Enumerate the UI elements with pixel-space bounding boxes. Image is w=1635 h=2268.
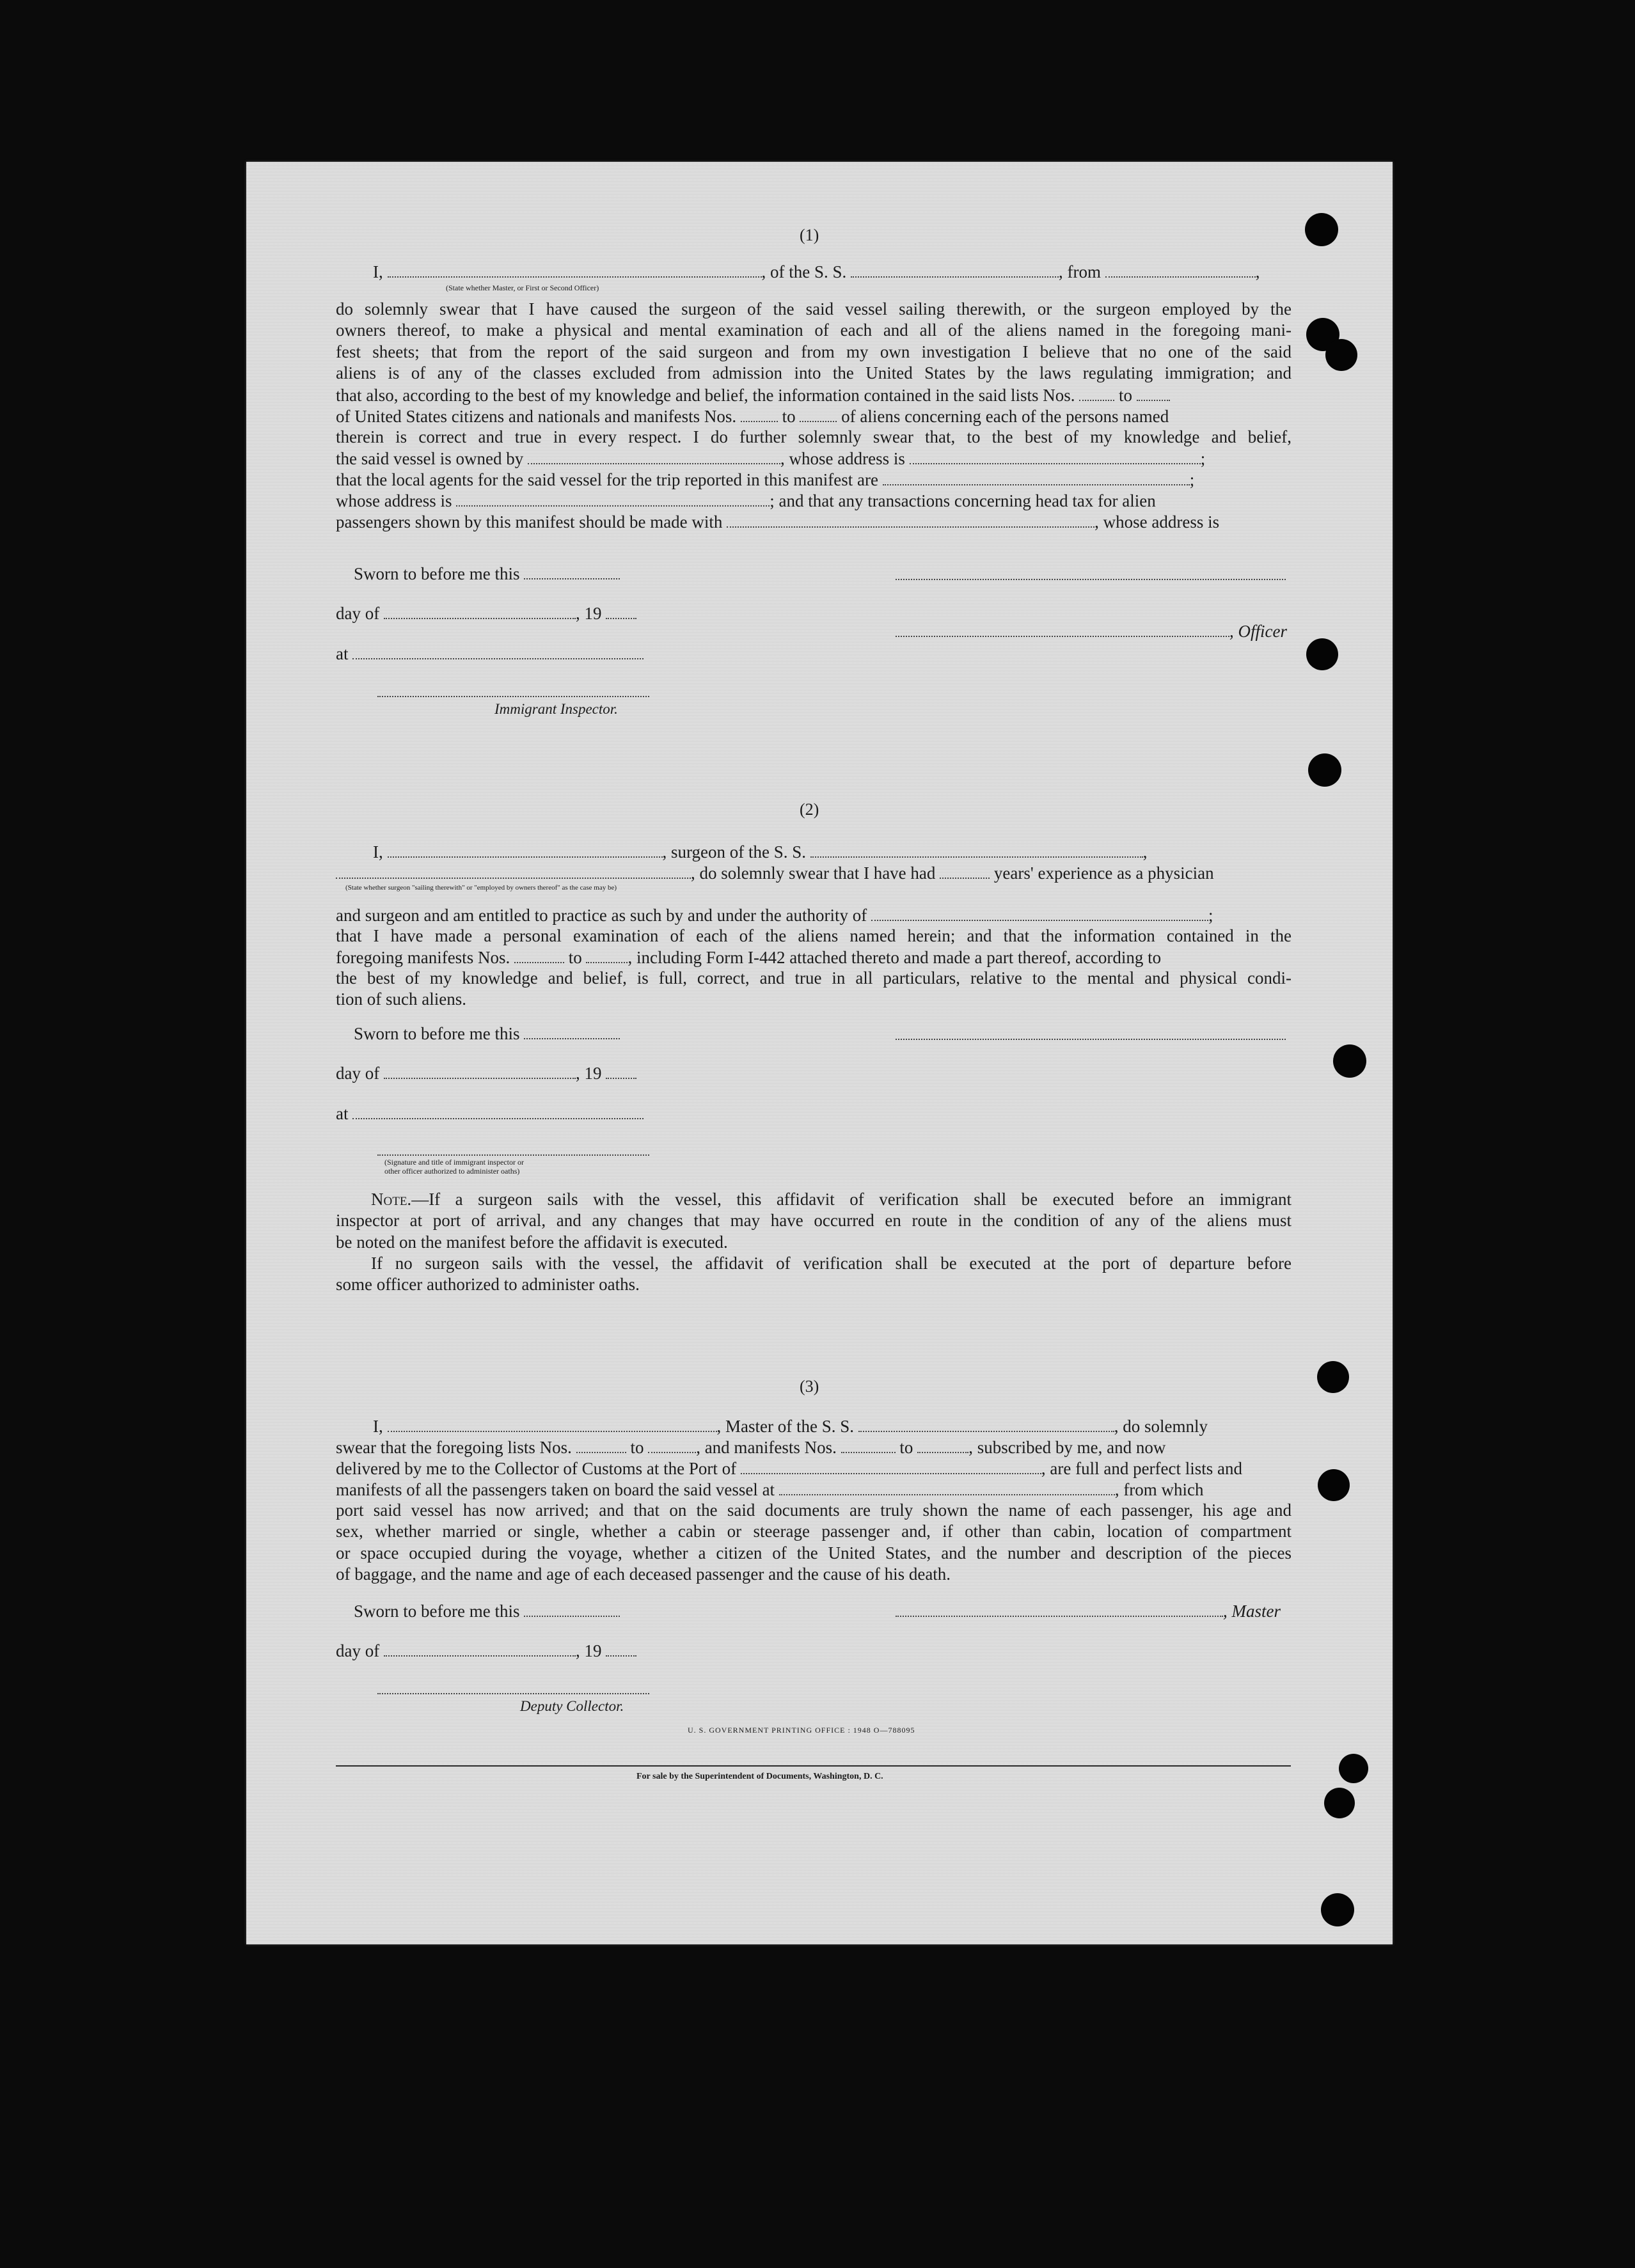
taken-on-board-text: manifests of all the passengers taken on board the said vessel at xyxy=(336,1480,775,1499)
port-blank[interactable] xyxy=(741,1459,1041,1474)
whose-address-text: , whose address is xyxy=(780,449,905,468)
years-experience-text: years' experience as a physician xyxy=(993,863,1214,883)
lists-nos-text: that also, according to the best of my knowledge and belief, the information contained in the said lists Nos. xyxy=(336,386,1075,405)
manifests-from-blank[interactable] xyxy=(741,407,778,422)
at-blank[interactable] xyxy=(352,1104,644,1119)
owned-by-text: the said vessel is owned by xyxy=(336,449,524,468)
do-solemnly-text: , do solemnly xyxy=(1114,1417,1208,1436)
section-1-line-5 xyxy=(336,384,1170,406)
lists-to-blank[interactable] xyxy=(1137,386,1170,401)
sworn-line-1 xyxy=(354,563,620,585)
section-2-line-4 xyxy=(336,925,1291,947)
section-2-line-5 xyxy=(336,947,1161,968)
day-of-line-1 xyxy=(336,602,636,624)
officer-rank-note: (State whether Master, or First or Second Officer) xyxy=(446,283,599,292)
year-blank[interactable] xyxy=(606,1641,636,1657)
punch-hole xyxy=(1305,213,1338,246)
year-prefix: , 19 xyxy=(575,1064,602,1083)
para-line: tion of such aliens. xyxy=(336,989,466,1009)
manifests-from-blank[interactable] xyxy=(841,1438,896,1453)
para-line: or space occupied during the voyage, whether a citizen of the United States, and the number and description of the pieces xyxy=(336,1543,1291,1563)
inspector-signature-line[interactable] xyxy=(377,696,649,697)
section-1-line-9 xyxy=(336,469,1194,491)
signature-note-2: other officer authorized to administer oaths) xyxy=(384,1167,520,1176)
day-of-blank[interactable] xyxy=(384,1641,576,1657)
to-label: to xyxy=(630,1438,644,1457)
lists-from-blank[interactable] xyxy=(576,1438,626,1453)
day-of-label: day of xyxy=(336,1641,380,1660)
sworn-blank[interactable] xyxy=(524,1602,620,1617)
day-of-line-2 xyxy=(336,1062,636,1084)
section-1-line-11 xyxy=(336,511,1219,533)
whose-address-text: whose address is xyxy=(336,491,452,510)
punch-hole xyxy=(1317,1361,1349,1393)
years-blank[interactable] xyxy=(940,863,990,879)
year-blank[interactable] xyxy=(606,1064,636,1079)
local-agents-text: that the local agents for the said vessel for the trip reported in this manifest are xyxy=(336,470,878,489)
semicolon: ; xyxy=(1208,906,1213,925)
day-of-blank[interactable] xyxy=(384,604,576,619)
ship-name-blank[interactable] xyxy=(851,262,1059,278)
year-prefix: , 19 xyxy=(575,604,602,623)
sworn-label: Sworn to before me this xyxy=(354,1024,520,1043)
form-i442-text: , including Form I-442 attached thereto and made a part thereof, according to xyxy=(628,948,1162,967)
master-signature-line xyxy=(896,1600,1281,1622)
lists-from-blank[interactable] xyxy=(1079,386,1114,401)
surgeon-status-blank[interactable] xyxy=(336,863,691,879)
note2-line-1: If no surgeon sails with the vessel, the affidavit of verification shall be executed at the port of departure before xyxy=(371,1254,1291,1273)
i-label: I, xyxy=(373,842,383,862)
section-1-line-7 xyxy=(336,427,1291,448)
sworn-label: Sworn to before me this xyxy=(354,1602,520,1621)
semicolon: ; xyxy=(1189,470,1195,489)
full-and-perfect-text: , are full and perfect lists and xyxy=(1041,1459,1243,1478)
year-blank[interactable] xyxy=(606,604,636,619)
sworn-label: Sworn to before me this xyxy=(354,564,520,583)
para-line: of baggage, and the name and age of each deceased passenger and the cause of his death. xyxy=(336,1564,951,1584)
document-page xyxy=(246,162,1393,1944)
semicolon: ; xyxy=(1200,449,1206,468)
to-label: to xyxy=(899,1438,913,1457)
section-1-paragraph xyxy=(336,299,1291,384)
sworn-blank[interactable] xyxy=(524,1024,620,1039)
footer-rule xyxy=(336,1765,1291,1767)
punch-hole xyxy=(1333,1044,1366,1078)
section-2-number: (2) xyxy=(800,800,819,819)
immigrant-inspector-label: Immigrant Inspector. xyxy=(494,701,618,717)
para-line: that I have made a personal examination of each of the aliens named herein; and that the information contained in the xyxy=(336,926,1291,945)
note-label: Note. xyxy=(371,1190,412,1209)
year-prefix: , 19 xyxy=(575,1641,602,1660)
para-line: sex, whether married or single, whether a cabin or steerage passenger and, if other than cabin, location of compartment xyxy=(336,1522,1291,1541)
owner-blank[interactable] xyxy=(528,449,780,464)
para-line: port said vessel has now arrived; and that on the said documents are truly shown the name of each passenger, his age and xyxy=(336,1500,1291,1520)
from-label: , from xyxy=(1059,262,1101,281)
section-3-line-3 xyxy=(336,1458,1242,1479)
head-tax-party-blank[interactable] xyxy=(727,512,1094,528)
day-of-label: day of xyxy=(336,1064,380,1083)
officer-name-blank[interactable] xyxy=(388,262,762,278)
sworn-line-3 xyxy=(354,1600,620,1622)
local-agents-blank[interactable] xyxy=(883,470,1190,485)
note-line-2: inspector at port of arrival, and any changes that may have occurred en route in the condition of any of the aliens must xyxy=(336,1211,1291,1231)
manifests-to-blank[interactable] xyxy=(917,1438,968,1453)
note-paragraph xyxy=(336,1189,1291,1253)
surgeon-status-note: (State whether surgeon "sailing therewith" or "employed by owners thereof" as the case may be) xyxy=(345,884,617,892)
day-of-blank[interactable] xyxy=(384,1064,576,1079)
section-3-line-2 xyxy=(336,1437,1165,1458)
authority-text: and surgeon and am entitled to practice as such by and under the authority of xyxy=(336,906,867,925)
punch-hole xyxy=(1318,1469,1350,1501)
signature-note-1: (Signature and title of immigrant inspector or xyxy=(384,1158,524,1167)
section-1-line-6 xyxy=(336,406,1169,427)
master-name-blank[interactable] xyxy=(388,1417,717,1432)
section-1-line-10 xyxy=(336,490,1156,512)
solemnly-swear-text: , do solemnly swear that I have had xyxy=(691,863,936,883)
head-tax-text: ; and that any transactions concerning head tax for alien xyxy=(770,491,1156,510)
punch-hole xyxy=(1308,753,1341,787)
punch-hole xyxy=(1321,1893,1354,1926)
for-sale-line: For sale by the Superintendent of Documents, Washington, D. C. xyxy=(636,1772,883,1781)
sworn-line-2 xyxy=(354,1023,620,1044)
para-line: the best of my knowledge and belief, is full, correct, and true in all particulars, relative to the mental and physical condi- xyxy=(336,968,1291,988)
at-blank[interactable] xyxy=(352,644,644,659)
section-3-number: (3) xyxy=(800,1377,819,1396)
whose-address-text: , whose address is xyxy=(1094,512,1220,532)
manifests-from-blank[interactable] xyxy=(514,948,564,963)
from-port-blank[interactable] xyxy=(1105,262,1256,278)
master-signature-blank[interactable] xyxy=(896,1602,1223,1617)
i-label: I, xyxy=(373,1417,383,1436)
note2-paragraph xyxy=(336,1253,1291,1296)
i-label: I, xyxy=(373,262,383,281)
section-2-line-3 xyxy=(336,904,1213,926)
section-2-line-2 xyxy=(336,862,1214,884)
section-1-number: (1) xyxy=(800,226,819,244)
surgeon-name-blank[interactable] xyxy=(388,842,663,858)
and-manifests-text: , and manifests Nos. xyxy=(696,1438,837,1457)
punch-hole xyxy=(1306,638,1338,670)
printing-office-line: U. S. GOVERNMENT PRINTING OFFICE : 1948 O—788095 xyxy=(688,1726,915,1735)
manifests-nos-text: of United States citizens and nationals and manifests Nos. xyxy=(336,407,737,426)
foregoing-manifests-text: foregoing manifests Nos. xyxy=(336,948,510,967)
punch-hole xyxy=(1339,1754,1368,1783)
note-line-1 xyxy=(336,1189,1291,1210)
deputy-signature-line[interactable] xyxy=(377,1693,649,1694)
day-of-label: day of xyxy=(336,604,380,623)
manifests-to-blank[interactable] xyxy=(800,407,837,422)
subscribed-text: , subscribed by me, and now xyxy=(968,1438,1166,1457)
manifests-to-blank[interactable] xyxy=(586,948,628,963)
surgeon-signature-line[interactable] xyxy=(896,1039,1286,1040)
section-2-lines-6-7 xyxy=(336,968,1291,1011)
officer-signature-blank[interactable] xyxy=(896,622,1229,637)
lists-to-blank[interactable] xyxy=(648,1438,696,1453)
note-text: —If a surgeon sails with the vessel, this affidavit of verification shall be executed before an immigrant xyxy=(411,1190,1291,1209)
to-label: to xyxy=(568,948,582,967)
para-line: fest sheets; that from the report of the said surgeon and from my own investigation I believe that no one of the said xyxy=(336,342,1291,361)
section-3-line-4 xyxy=(336,1479,1204,1500)
officer-label: , Officer xyxy=(1229,622,1287,641)
to-label: to xyxy=(782,407,796,426)
para-line: do solemnly swear that I have caused the surgeon of the said vessel sailing therewith, or the surgeon employed by the xyxy=(336,299,1291,319)
ship-name-blank[interactable] xyxy=(810,842,1143,858)
authority-blank[interactable] xyxy=(871,906,1208,921)
master-of-ss-label: , Master of the S. S. xyxy=(716,1417,854,1436)
aliens-concerning-text: of aliens concerning each of the persons named xyxy=(841,407,1169,426)
at-line-1 xyxy=(336,643,644,665)
master-label: , Master xyxy=(1223,1602,1281,1621)
at-line-2 xyxy=(336,1103,644,1124)
officer-signature-line xyxy=(896,620,1287,642)
inspector-signature-line-2[interactable] xyxy=(377,1154,649,1156)
para-line: therein is correct and true in every respect. I do further solemnly swear that, to the best of my knowledge and belief, xyxy=(336,427,1291,446)
swear-lists-text: swear that the foregoing lists Nos. xyxy=(336,1438,572,1457)
punch-hole xyxy=(1325,339,1357,371)
surgeon-of-ss-label: , surgeon of the S. S. xyxy=(662,842,807,862)
section-1-line-8 xyxy=(336,448,1205,469)
comma: , xyxy=(1142,842,1148,862)
day-of-line-3 xyxy=(336,1640,636,1662)
para-line: aliens is of any of the classes excluded from admission into the United States by the laws regulating immigration; and xyxy=(336,363,1291,383)
section-2-line-1 xyxy=(373,841,1148,863)
ship-name-blank[interactable] xyxy=(858,1417,1114,1432)
boarding-port-blank[interactable] xyxy=(779,1480,1115,1495)
sworn-blank[interactable] xyxy=(524,564,620,579)
deputy-collector-label: Deputy Collector. xyxy=(520,1698,624,1714)
punch-hole xyxy=(1324,1788,1355,1818)
passengers-shown-text: passengers shown by this manifest should be made with xyxy=(336,512,723,532)
owner-address-blank[interactable] xyxy=(910,449,1201,464)
to-label: to xyxy=(1118,386,1132,405)
agents-address-blank[interactable] xyxy=(456,491,770,507)
from-which-text: , from which xyxy=(1114,1480,1204,1499)
at-label: at xyxy=(336,1104,349,1123)
at-label: at xyxy=(336,644,349,663)
para-line: owners thereof, to make a physical and mental examination of each and all of the aliens named in the foregoing mani- xyxy=(336,320,1291,340)
note2-line-2: some officer authorized to administer oaths. xyxy=(336,1275,640,1295)
of-ss-label: , of the S. S. xyxy=(761,262,847,281)
section-3-line-1 xyxy=(373,1415,1208,1437)
collector-text: delivered by me to the Collector of Customs at the Port of xyxy=(336,1459,737,1478)
section-1-line-1 xyxy=(373,261,1260,283)
note-line-3: be noted on the manifest before the affidavit is executed. xyxy=(336,1232,728,1252)
officer-signature-line-top[interactable] xyxy=(896,579,1286,580)
comma: , xyxy=(1255,262,1260,281)
section-3-paragraph xyxy=(336,1500,1291,1586)
